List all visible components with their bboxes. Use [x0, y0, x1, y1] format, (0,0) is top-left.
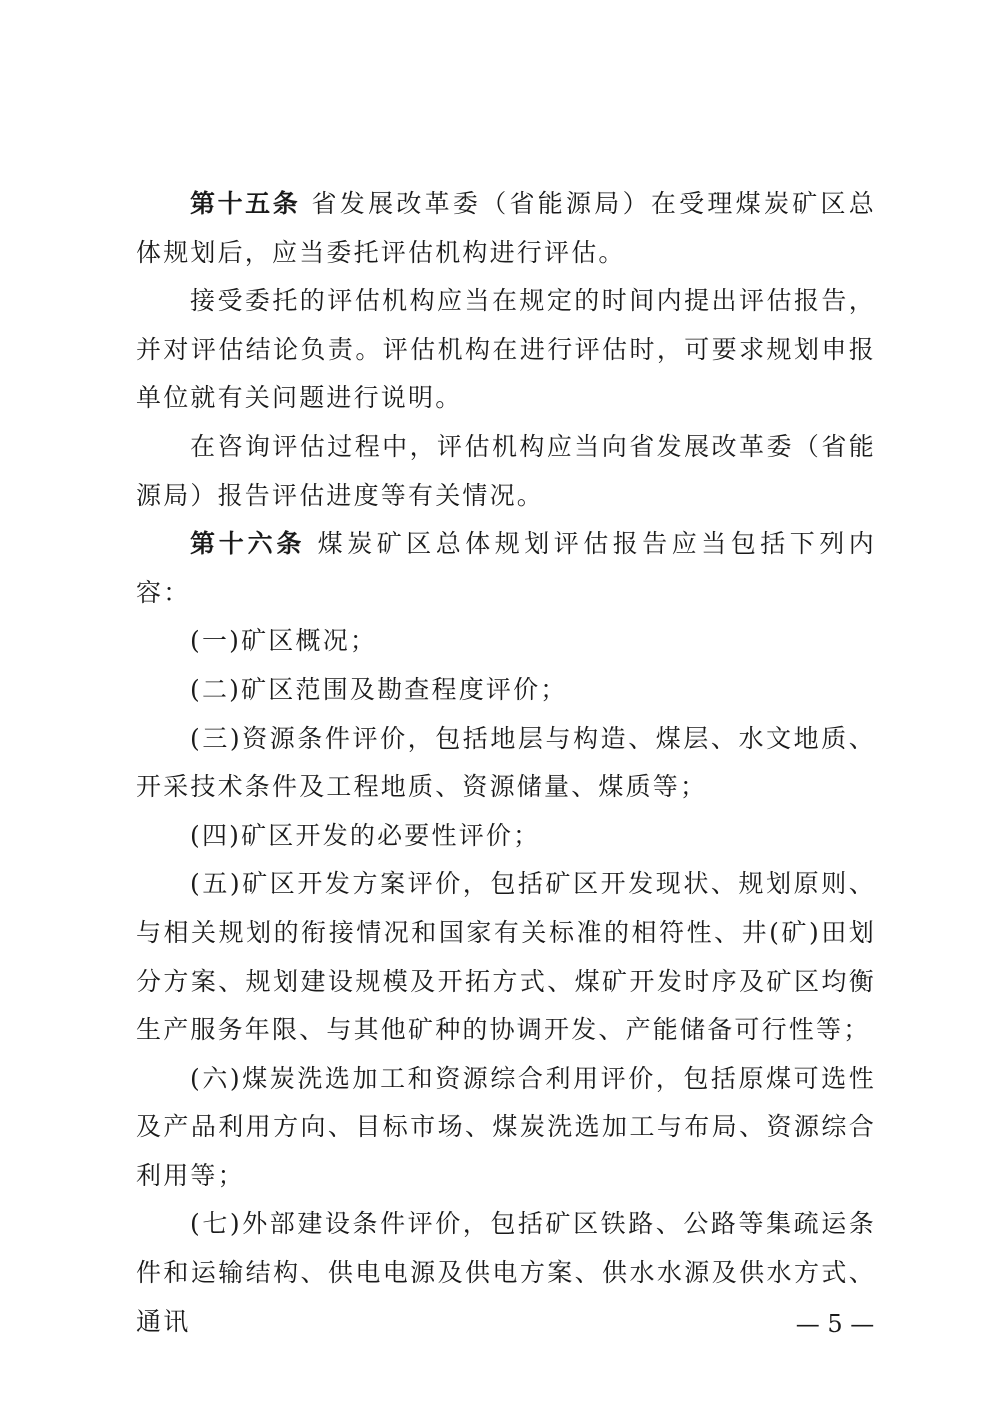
- article-15-paragraph: [136, 180, 876, 277]
- page-number: — 5 —: [795, 1310, 875, 1338]
- list-item: (一)矿区概况；: [190, 626, 378, 656]
- list-item: (二)矿区范围及勘查程度评价；: [190, 674, 568, 704]
- body-text: [136, 180, 876, 1346]
- article-15-text: 省发展改革委（省能源局）在受理煤炭矿区总体规划后，应当委托评估机构进行评估。: [136, 189, 876, 267]
- article-16-text: 煤炭矿区总体规划评估报告应当包括下列内容：: [136, 529, 876, 607]
- evaluation-report-paragraph: 接受委托的评估机构应当在规定的时间内提出评估报告，并对评估结论负责。评估机构在进行评估时，可要求规划申报单位就有关问题进行说明。: [136, 286, 876, 413]
- list-item: (四)矿区开发的必要性评价；: [190, 820, 541, 850]
- list-item: (六)煤炭洗选加工和资源综合利用评价，包括原煤可选性及产品利用方向、目标市场、煤炭洗选加工与布局、资源综合利用等；: [136, 1063, 876, 1190]
- evaluation-progress-paragraph: 在咨询评估过程中，评估机构应当向省发展改革委（省能源局）报告评估进度等有关情况。: [136, 431, 876, 510]
- list-item: (七)外部建设条件评价，包括矿区铁路、公路等集疏运条件和运输结构、供电电源及供电方案、供水水源及供水方式、通讯: [136, 1209, 876, 1336]
- list-item: (五)矿区开发方案评价，包括矿区开发现状、规划原则、与相关规划的衔接情况和国家有关标准的相符性、井(矿)田划分方案、规划建设规模及开拓方式、煤矿开发时序及矿区均衡生产服务年限、与其他矿种的协调开发、产能储备可行性等；: [136, 869, 876, 1045]
- article-15-heading: 第十五条: [190, 189, 301, 218]
- article-16-paragraph: [136, 520, 876, 617]
- list-item: (三)资源条件评价，包括地层与构造、煤层、水文地质、开采技术条件及工程地质、资源储量、煤质等；: [136, 723, 876, 802]
- article-16-heading: 第十六条: [190, 529, 306, 559]
